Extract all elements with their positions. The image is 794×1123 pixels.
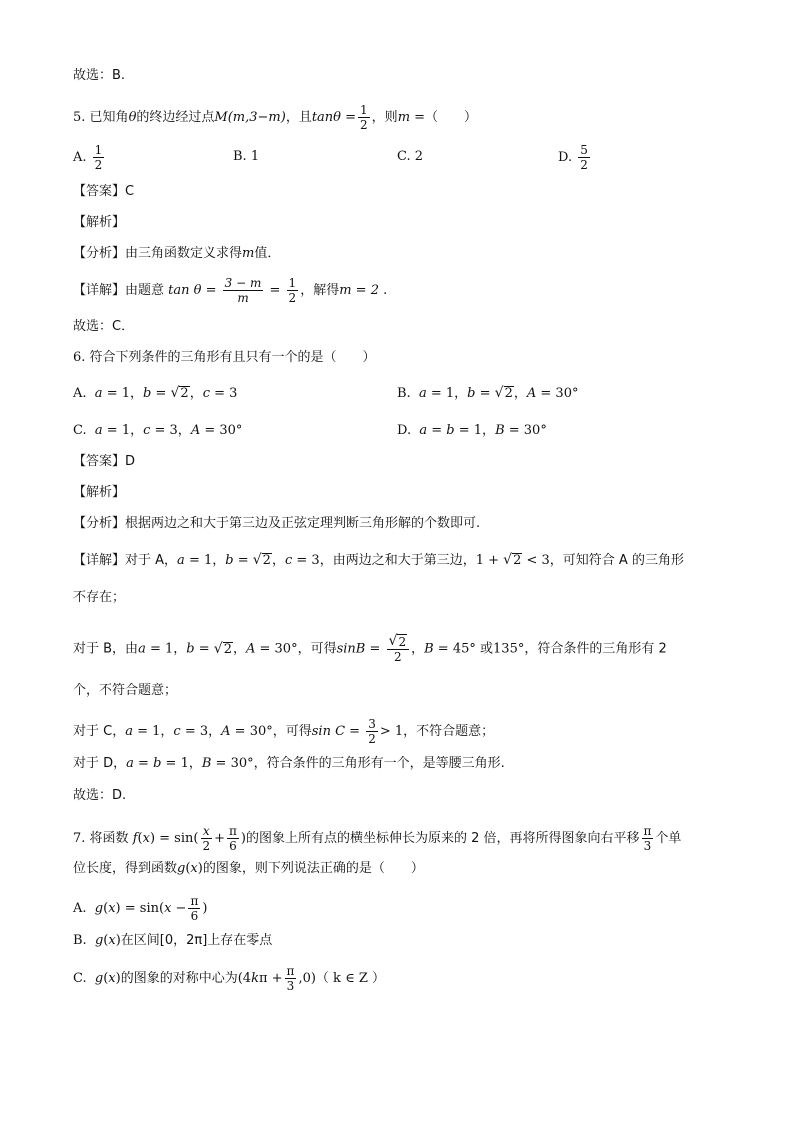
q5-number: 5. bbox=[73, 110, 86, 125]
q7-option-b: B. g(x)在区间[0，2π]上存在零点 bbox=[73, 933, 273, 948]
q5-detail: 【详解】由题意 tan θ = $\frac{3 - m}{m}$ = $\frac{1}{2}$ ，解得m = 2 . bbox=[73, 276, 388, 305]
q5-stem-mid: 的终边经过点 bbox=[136, 110, 215, 125]
q5-stem-post: ，且 bbox=[285, 110, 312, 125]
q6-detail-b: 对于 B，由a = 1，b = √ 2 ，A = 30°，可得sinB = √ 2 2 ，B = 45° 或135°，符合条件的三角形有 2 bbox=[73, 633, 667, 664]
q6-final: 故选：D. bbox=[73, 788, 127, 803]
q5-option-a: A. $\frac{1}{2}$ bbox=[73, 143, 103, 172]
q6-jiexi: 【解析】 bbox=[73, 485, 126, 500]
q6-detail-b-cont: 个，不符合题意； bbox=[73, 683, 178, 698]
q6-detail-a-cont: 不存在； bbox=[73, 590, 126, 605]
q6-analysis: 【分析】根据两边之和大于第三边及正弦定理判断三角形解的个数即可. bbox=[73, 516, 481, 531]
q6-option-b: B. a = 1，b = √ 2 ，A = 30° bbox=[397, 385, 579, 401]
q5-stem: 5. 已知角θ的终边经过点M(m,3−m)，且tanθ = $\frac{1}{2}$ ，则m =（ ） bbox=[73, 103, 478, 132]
q5-point: M(m,3−m) bbox=[214, 110, 286, 125]
q6-detail-d: 对于 D，a = b = 1，B = 30°，符合条件的三角形有一个，是等腰三角形. bbox=[73, 756, 505, 771]
prev-answer-line: 故选：B. bbox=[73, 68, 126, 83]
q5-stem-then: ，则 bbox=[371, 110, 398, 125]
q5-option-b: B. 1 bbox=[233, 149, 260, 164]
q5-stem-end: （ ） bbox=[425, 110, 478, 125]
q5-jiexi: 【解析】 bbox=[73, 215, 126, 230]
q5-answer: 【答案】C bbox=[73, 184, 135, 199]
q5-option-c: C. 2 bbox=[397, 149, 424, 164]
q5-tan-fraction: $\frac{1}{2}$ bbox=[360, 103, 368, 132]
q5-option-d: D. $\frac{5}{2}$ bbox=[558, 143, 588, 172]
q6-detail-c: 对于 C，a = 1，c = 3，A = 30°，可得sin C = $\frac{3}{2}$ > 1，不符合题意； bbox=[73, 717, 495, 746]
q6-option-a: A. a = 1，b = √ 2 ，c = 3 bbox=[73, 385, 238, 401]
q7-option-c: C. g(x)的图象的对称中心为(4kπ + $\frac{\pi}{3}$ ,0)（ k ∈ Z ） bbox=[73, 964, 385, 993]
q6-stem: 6. 符合下列条件的三角形有且只有一个的是（ ） bbox=[73, 350, 376, 365]
q7-stem-line1: 7. 将函数 f(x) = sin( $\frac{x}{2}$ + $\frac{\pi}{6}$ )的图象上所有点的横坐标伸长为原来的 2 倍，再将所得图象向右平移 $\frac{\pi}{3}$ 个单 bbox=[73, 824, 682, 853]
q5-tan-prefix: tanθ = bbox=[311, 110, 357, 125]
q6-answer: 【答案】D bbox=[73, 454, 136, 469]
q7-option-a: A. g(x) = sin(x − $\frac{\pi}{6}$ ) bbox=[73, 894, 208, 923]
q5-m-eq: m = bbox=[397, 110, 426, 125]
q5-final: 故选：C． bbox=[73, 319, 135, 334]
q7-stem-line2: 位长度，得到函数g(x)的图象，则下列说法正确的是（ ） bbox=[73, 861, 424, 876]
q5-stem-pre: 已知角 bbox=[89, 110, 129, 125]
q6-option-d: D. a = b = 1，B = 30° bbox=[397, 423, 547, 438]
q6-detail-a: 【详解】对于 A，a = 1，b = √ 2 ，c = 3，由两边之和大于第三边，1 + √ 2 < 3，可知符合 A 的三角形 bbox=[73, 552, 684, 568]
q5-analysis: 【分析】由三角函数定义求得m值． bbox=[73, 246, 281, 261]
q6-option-c: C. a = 1，c = 3，A = 30° bbox=[73, 423, 243, 438]
